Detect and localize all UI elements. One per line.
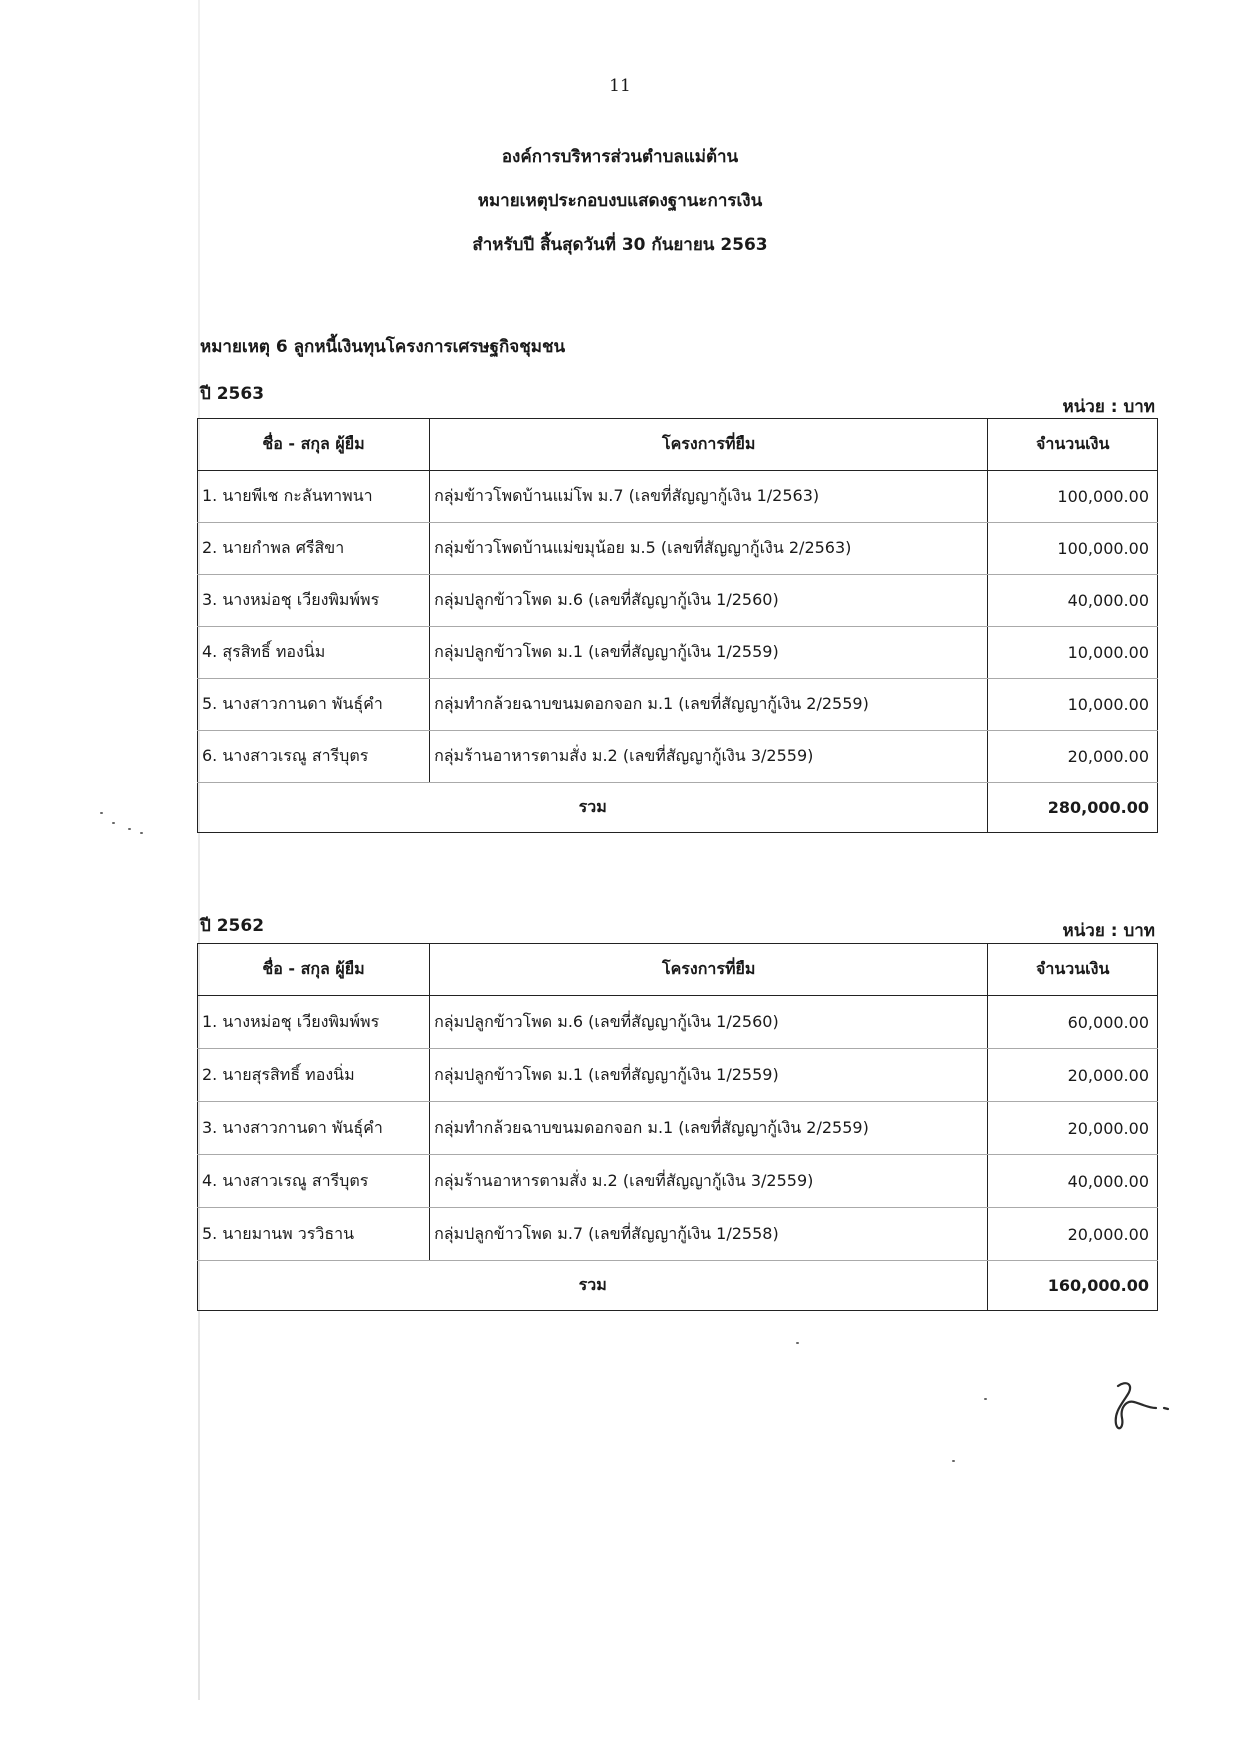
project-name: กลุ่มปลูกข้าวโพด ม.1 (เลขที่สัญญากู้เงิน 1/2559) bbox=[430, 1049, 988, 1102]
loan-amount: 20,000.00 bbox=[988, 1102, 1158, 1155]
loan-amount: 20,000.00 bbox=[988, 731, 1158, 783]
loan-amount: 20,000.00 bbox=[988, 1208, 1158, 1261]
table-row bbox=[198, 996, 1158, 1049]
col-header-name: ชื่อ - สกุล ผู้ยืม bbox=[198, 419, 430, 471]
table-row bbox=[198, 1155, 1158, 1208]
unit-label-2563: หน่วย : บาท bbox=[1062, 397, 1155, 417]
scan-speck bbox=[100, 812, 103, 814]
loan-amount: 10,000.00 bbox=[988, 627, 1158, 679]
scan-speck bbox=[112, 822, 115, 824]
scan-speck bbox=[128, 828, 131, 830]
project-name: กลุ่มปลูกข้าวโพด ม.7 (เลขที่สัญญากู้เงิน 1/2558) bbox=[430, 1208, 988, 1261]
table-row bbox=[198, 1102, 1158, 1155]
col-header-name: ชื่อ - สกุล ผู้ยืม bbox=[198, 944, 430, 996]
project-name: กลุ่มปลูกข้าวโพด ม.6 (เลขที่สัญญากู้เงิน 1/2560) bbox=[430, 996, 988, 1049]
col-header-project: โครงการที่ยืม bbox=[430, 944, 988, 996]
scan-speck bbox=[140, 832, 143, 834]
table-row bbox=[198, 523, 1158, 575]
borrower-name: 4. นางสาวเรณู สารีบุตร bbox=[198, 1155, 430, 1208]
year-label-2562: ปี 2562 bbox=[200, 916, 265, 936]
table-total-row bbox=[198, 1261, 1158, 1311]
note-title: หมายเหตุ 6 ลูกหนี้เงินทุนโครงการเศรษฐกิจชุมชน bbox=[200, 337, 566, 357]
loan-amount: 100,000.00 bbox=[988, 523, 1158, 575]
project-name: กลุ่มปลูกข้าวโพด ม.6 (เลขที่สัญญากู้เงิน 1/2560) bbox=[430, 575, 988, 627]
loan-amount: 100,000.00 bbox=[988, 471, 1158, 523]
loan-amount: 20,000.00 bbox=[988, 1049, 1158, 1102]
statement-title: หมายเหตุประกอบงบแสดงฐานะการเงิน bbox=[477, 191, 763, 211]
project-name: กลุ่มข้าวโพดบ้านแม่ขมุน้อย ม.5 (เลขที่สัญญากู้เงิน 2/2563) bbox=[430, 523, 988, 575]
project-name: กลุ่มปลูกข้าวโพด ม.1 (เลขที่สัญญากู้เงิน 1/2559) bbox=[430, 627, 988, 679]
borrower-name: 5. นายมานพ วรวิธาน bbox=[198, 1208, 430, 1261]
table-row bbox=[198, 731, 1158, 783]
page-number: 11 bbox=[609, 76, 631, 96]
col-header-project: โครงการที่ยืม bbox=[430, 419, 988, 471]
table-row bbox=[198, 1049, 1158, 1102]
signature-mark bbox=[1104, 1378, 1184, 1438]
project-name: กลุ่มข้าวโพดบ้านแม่โพ ม.7 (เลขที่สัญญากู้เงิน 1/2563) bbox=[430, 471, 988, 523]
borrower-name: 5. นางสาวกานดา พันธุ์คำ bbox=[198, 679, 430, 731]
loan-amount: 40,000.00 bbox=[988, 1155, 1158, 1208]
scan-speck bbox=[984, 1398, 987, 1400]
borrower-name: 3. นางสาวกานดา พันธุ์คำ bbox=[198, 1102, 430, 1155]
loan-table-2563 bbox=[197, 418, 1158, 833]
total-amount: 280,000.00 bbox=[988, 783, 1158, 833]
scan-speck bbox=[952, 1460, 955, 1462]
table-row bbox=[198, 1208, 1158, 1261]
year-label-2563: ปี 2563 bbox=[200, 384, 265, 404]
scan-speck bbox=[796, 1342, 799, 1344]
borrower-name: 2. นายกำพล ศรีสิขา bbox=[198, 523, 430, 575]
total-label: รวม bbox=[198, 1261, 988, 1311]
col-header-amount: จำนวนเงิน bbox=[988, 944, 1158, 996]
borrower-name: 4. สุรสิทธิ์ ทองนิ่ม bbox=[198, 627, 430, 679]
col-header-amount: จำนวนเงิน bbox=[988, 419, 1158, 471]
borrower-name: 3. นางหม่อชุ เวียงพิมพ์พร bbox=[198, 575, 430, 627]
period-line: สำหรับปี สิ้นสุดวันที่ 30 กันยายน 2563 bbox=[472, 235, 768, 255]
borrower-name: 2. นายสุรสิทธิ์ ทองนิ่ม bbox=[198, 1049, 430, 1102]
total-label: รวม bbox=[198, 783, 988, 833]
table-header-row bbox=[198, 419, 1158, 471]
table-row bbox=[198, 575, 1158, 627]
loan-amount: 10,000.00 bbox=[988, 679, 1158, 731]
project-name: กลุ่มร้านอาหารตามสั่ง ม.2 (เลขที่สัญญากู้เงิน 3/2559) bbox=[430, 1155, 988, 1208]
project-name: กลุ่มทำกล้วยฉาบขนมดอกจอก ม.1 (เลขที่สัญญากู้เงิน 2/2559) bbox=[430, 679, 988, 731]
borrower-name: 1. นายพีเช กะลันทาพนา bbox=[198, 471, 430, 523]
table-total-row bbox=[198, 783, 1158, 833]
table-row bbox=[198, 627, 1158, 679]
loan-amount: 40,000.00 bbox=[988, 575, 1158, 627]
loan-amount: 60,000.00 bbox=[988, 996, 1158, 1049]
table-row bbox=[198, 679, 1158, 731]
project-name: กลุ่มทำกล้วยฉาบขนมดอกจอก ม.1 (เลขที่สัญญากู้เงิน 2/2559) bbox=[430, 1102, 988, 1155]
loan-table-2562 bbox=[197, 943, 1158, 1311]
table-header-row bbox=[198, 944, 1158, 996]
borrower-name: 1. นางหม่อชุ เวียงพิมพ์พร bbox=[198, 996, 430, 1049]
table-row bbox=[198, 471, 1158, 523]
total-amount: 160,000.00 bbox=[988, 1261, 1158, 1311]
project-name: กลุ่มร้านอาหารตามสั่ง ม.2 (เลขที่สัญญากู้เงิน 3/2559) bbox=[430, 731, 988, 783]
organization-name: องค์การบริหารส่วนตำบลแม่ต้าน bbox=[501, 147, 739, 167]
unit-label-2562: หน่วย : บาท bbox=[1062, 921, 1155, 941]
borrower-name: 6. นางสาวเรณู สารีบุตร bbox=[198, 731, 430, 783]
